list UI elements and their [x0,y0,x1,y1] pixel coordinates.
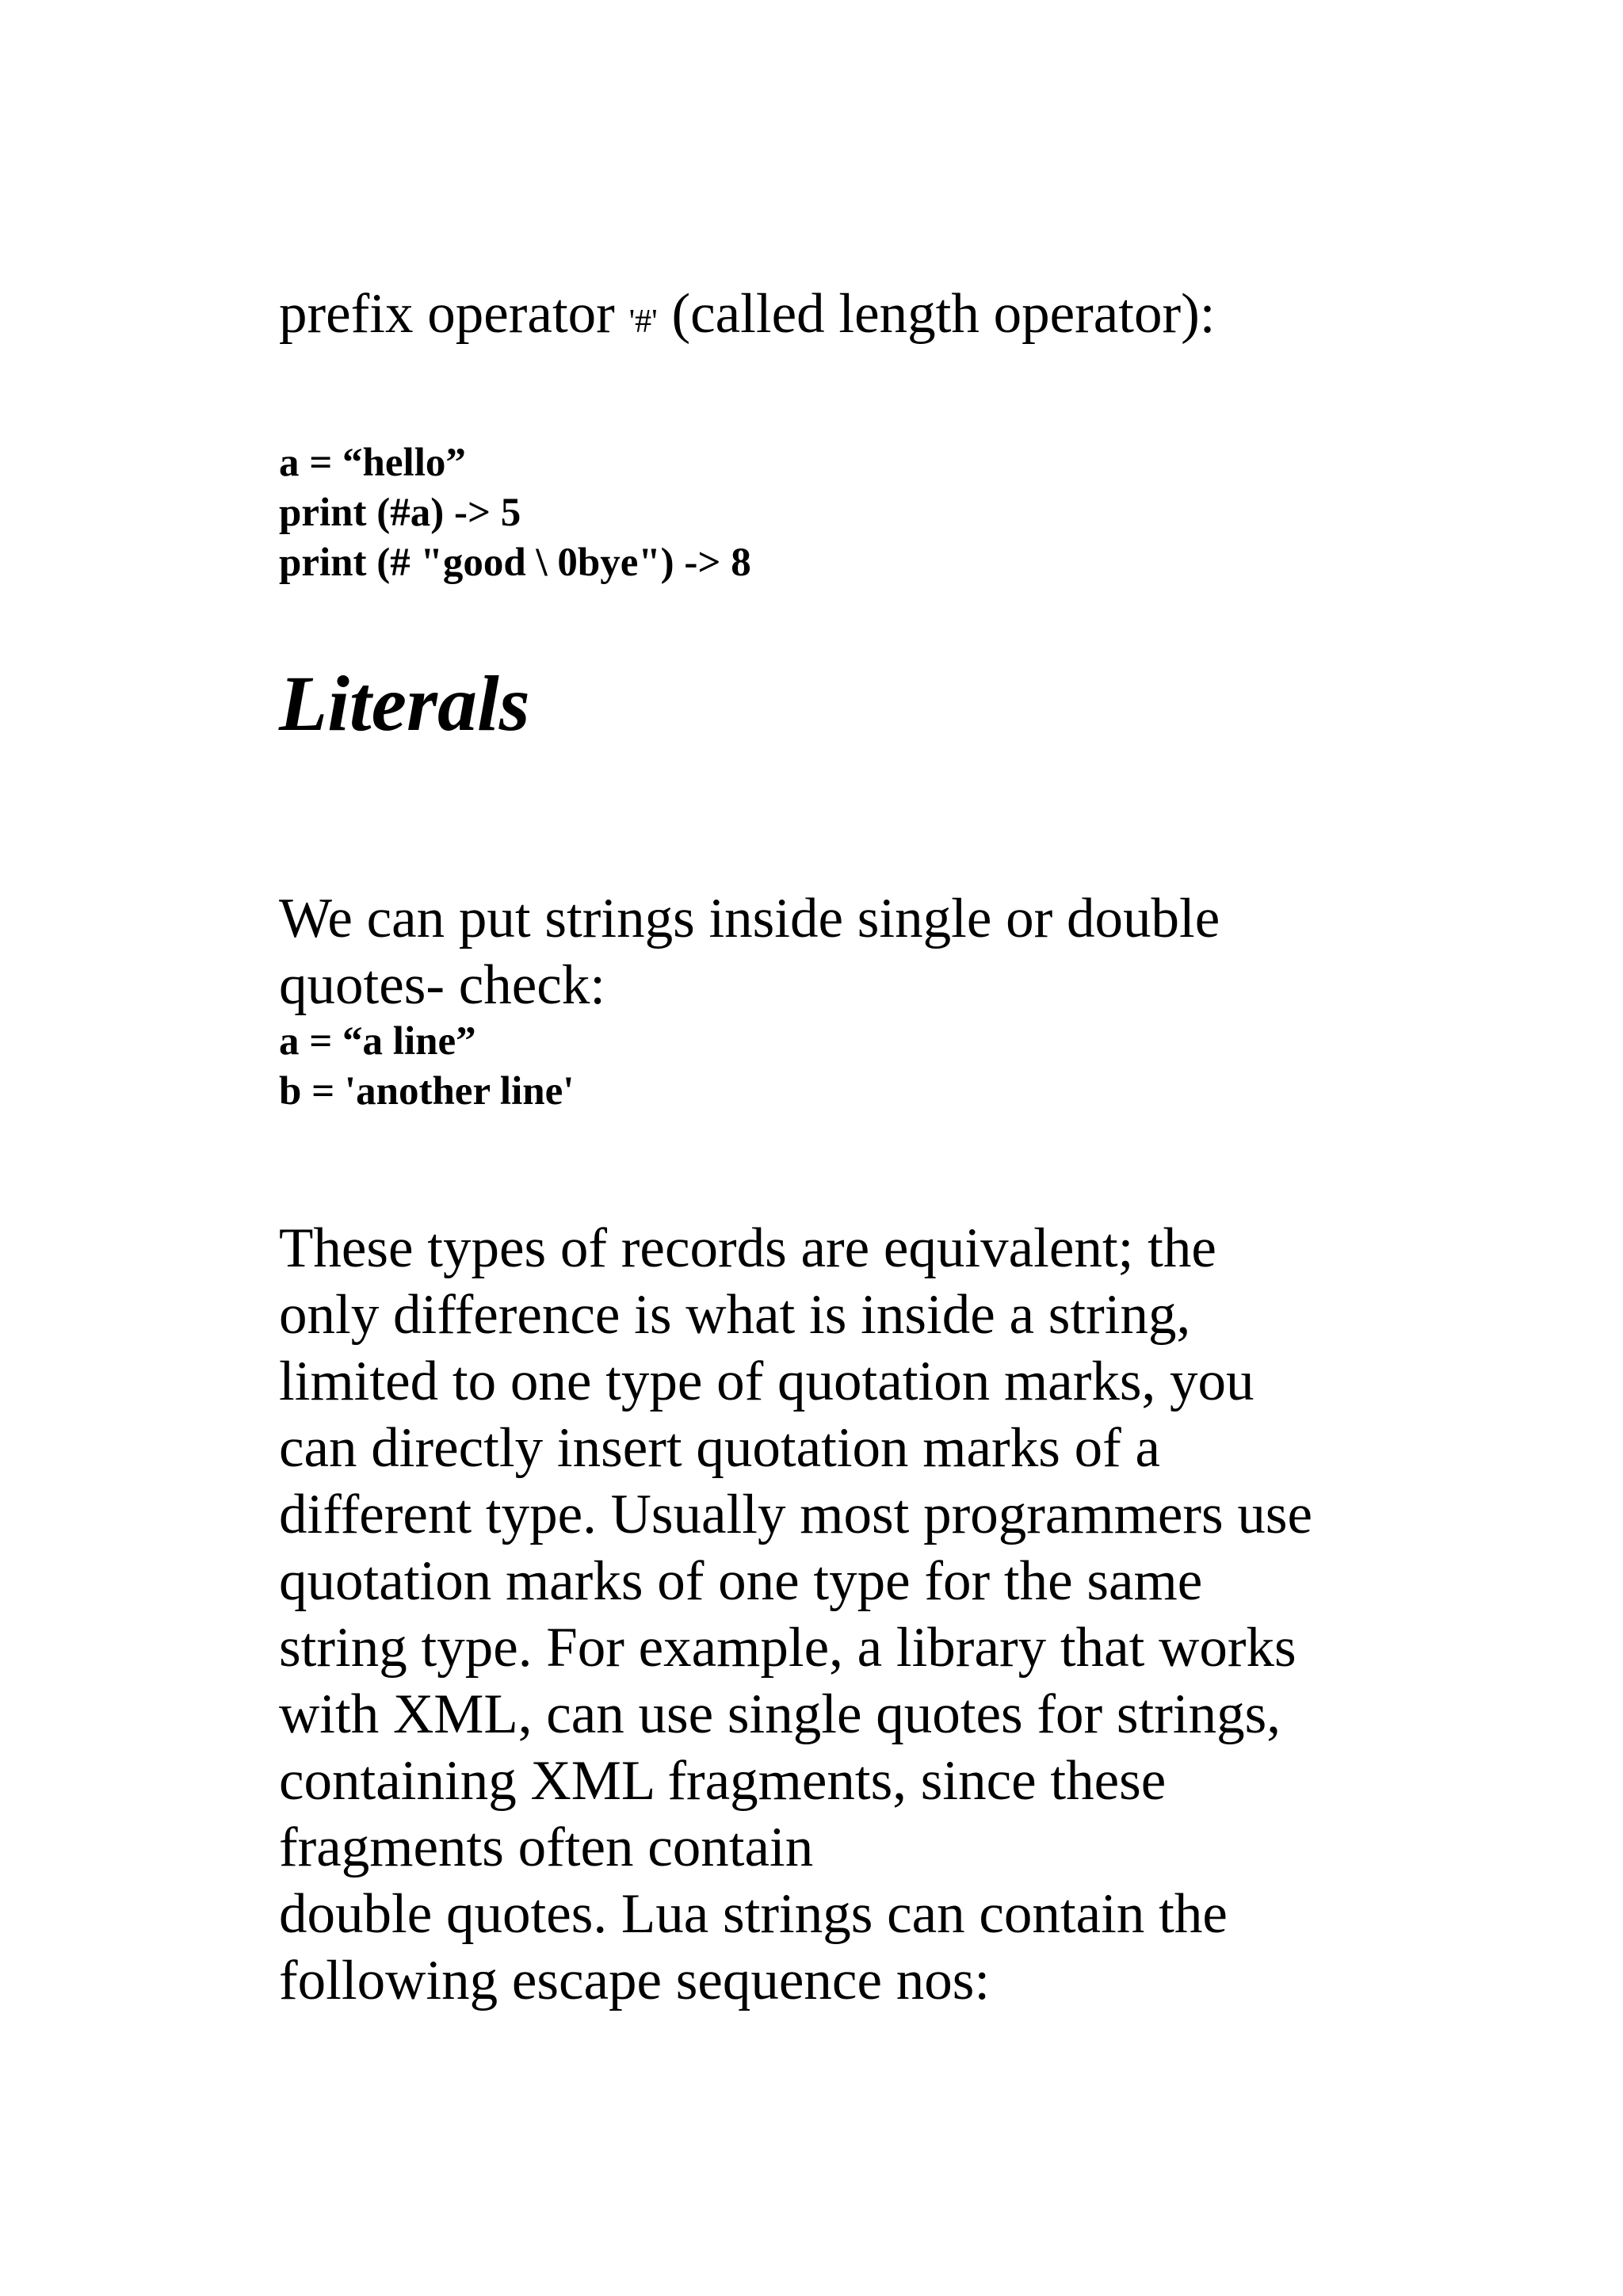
paragraph-line: limited to one type of quotation marks, you [279,1350,1254,1412]
paragraph-equivalence [279,1215,1312,2014]
section-heading: Literals [279,659,530,747]
length-operator-symbol: '#' [628,304,658,340]
paragraph-line: fragments often contain [279,1817,814,1878]
code-line: print (# "good \ 0bye") -> 8 [279,541,751,585]
paragraph-line: following escape sequence nos: [279,1950,991,2011]
paragraph-line: double quotes. Lua strings can contain the [279,1883,1228,1945]
intro-sentence [279,281,1215,354]
paragraph-line: can directly insert quotation marks of a [279,1417,1160,1479]
paragraph-line: quotation marks of one type for the same [279,1550,1203,1612]
paragraph-quotes-intro [279,885,1220,1018]
intro-text-before: prefix operator [279,283,629,345]
code-example-length [279,438,751,588]
paragraph-line: These types of records are equivalent; the [279,1217,1216,1279]
code-line: print (#a) -> 5 [279,491,521,535]
paragraph-line: string type. For example, a library that works [279,1617,1296,1679]
paragraph-line: We can put strings inside single or double [279,888,1220,949]
code-line: a = “hello” [279,441,466,485]
code-example-strings [279,1017,574,1117]
code-line: a = “a line” [279,1019,476,1064]
code-line: b = 'another line' [279,1069,575,1114]
paragraph-line: containing XML fragments, since these [279,1750,1167,1812]
paragraph-line: only difference is what is inside a string, [279,1284,1191,1346]
paragraph-line: quotes- check: [279,954,606,1016]
paragraph-line: different type. Usually most programmers use [279,1484,1313,1545]
paragraph-line: with XML, can use single quotes for strings, [279,1683,1281,1745]
intro-text-after: (called length operator): [657,283,1216,345]
